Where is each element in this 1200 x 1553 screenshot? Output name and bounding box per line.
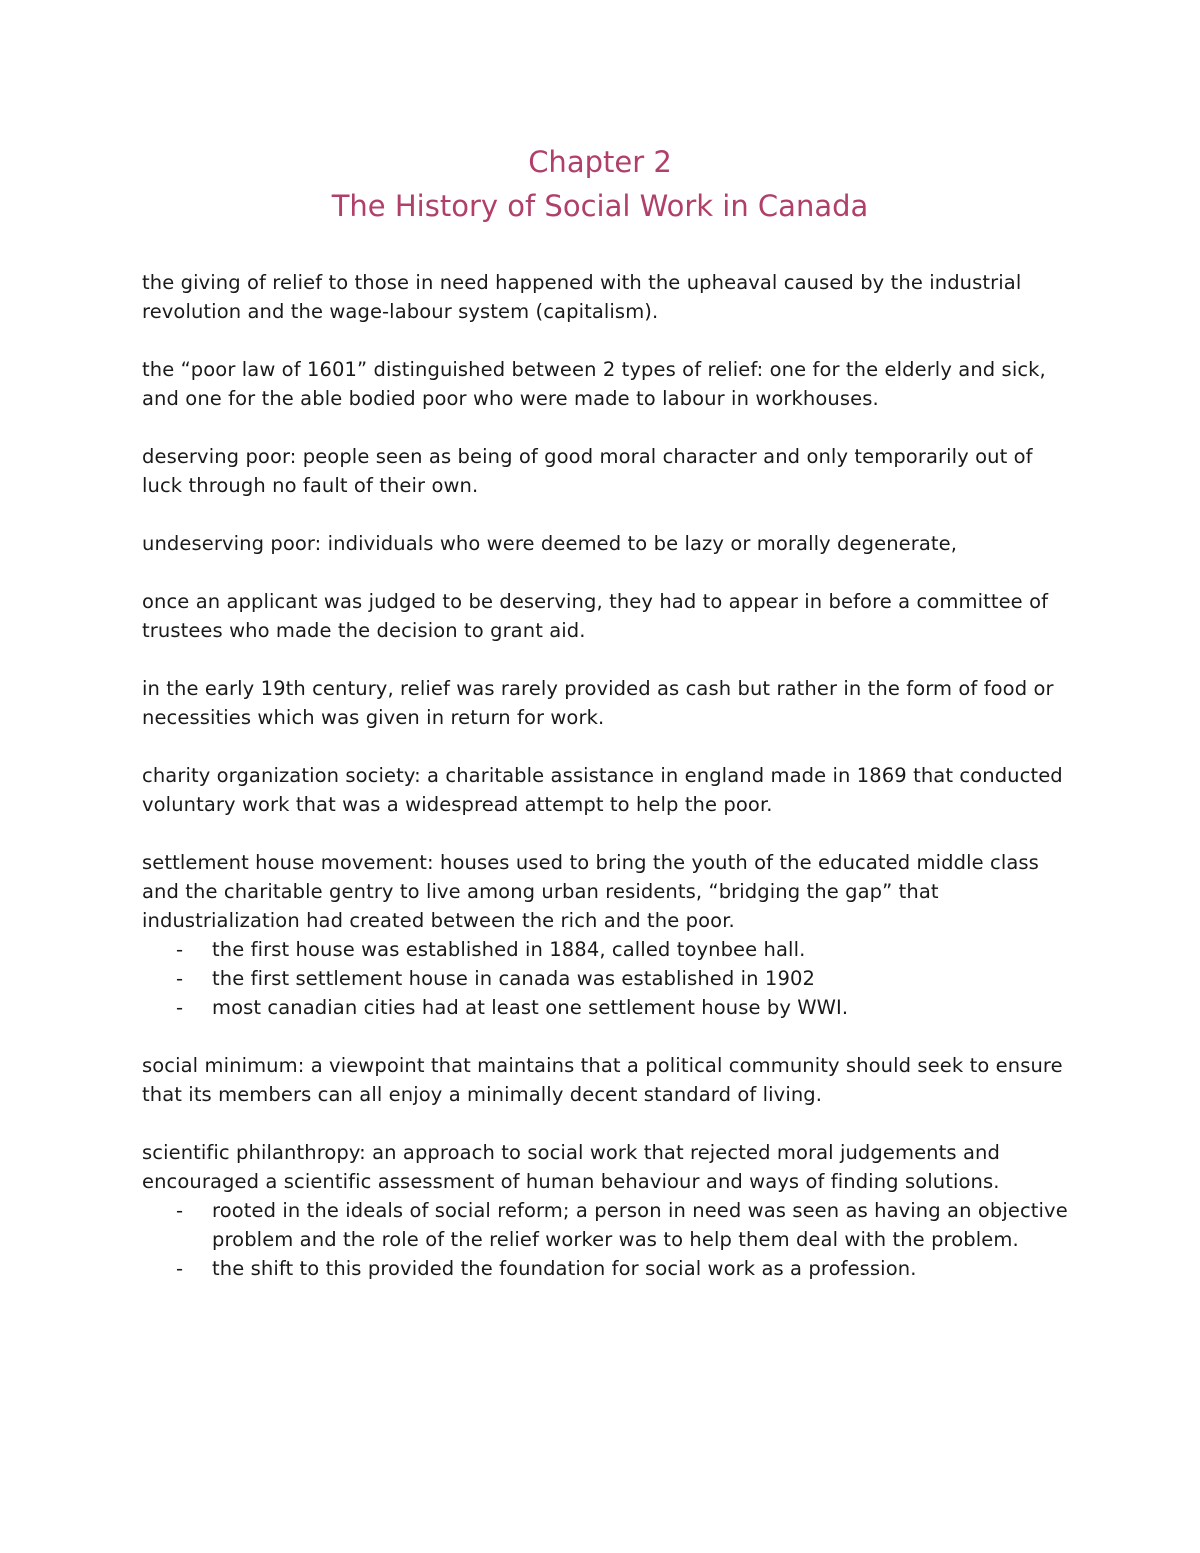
list-item-text: the shift to this provided the foundation for social work as a profession.	[212, 1257, 917, 1280]
bullet-dash: -	[176, 996, 184, 1019]
paragraph-deserving-poor: deserving poor: people seen as being of good moral character and only temporarily out of luck through no fault of their own.	[142, 445, 1033, 497]
chapter-title: The History of Social Work in Canada	[331, 189, 869, 223]
list-item-text: the first house was established in 1884, called toynbee hall.	[212, 938, 806, 961]
paragraph-social-minimum: social minimum: a viewpoint that maintains that a political community should seek to ensure that its members can all enjoy a minimally decent standard of living.	[142, 1054, 1063, 1106]
scientific-bullet-list	[142, 1196, 1072, 1283]
paragraph-undeserving-poor: undeserving poor: individuals who were deemed to be lazy or morally degenerate,	[142, 532, 958, 555]
paragraph-early-19th-century: in the early 19th century, relief was rarely provided as cash but rather in the form of food or necessities which was given in return for work.	[142, 677, 1054, 729]
list-item	[142, 993, 1072, 1022]
list-item-text: the first settlement house in canada was established in 1902	[212, 967, 815, 990]
list-item-text: most canadian cities had at least one settlement house by WWI.	[212, 996, 849, 1019]
list-item	[142, 1254, 1072, 1283]
list-item	[142, 1196, 1072, 1254]
bullet-dash: -	[176, 1257, 184, 1280]
paragraph-settlement-house: settlement house movement: houses used to bring the youth of the educated middle class and the charitable gentry to live among urban residents, “bridging the gap” that industrialization had created between the rich and the poor.	[142, 851, 1039, 932]
paragraph-charity-organization: charity organization society: a charitable assistance in england made in 1869 that conducted voluntary work that was a widespread attempt to help the poor.	[142, 764, 1063, 816]
paragraph-applicant: once an applicant was judged to be deserving, they had to appear in before a committee of trustees who made the decision to grant aid.	[142, 590, 1049, 642]
bullet-dash: -	[176, 967, 184, 990]
document-body	[142, 268, 1072, 1312]
settlement-bullet-list	[142, 935, 1072, 1022]
list-item	[142, 964, 1072, 993]
list-item	[142, 935, 1072, 964]
bullet-dash: -	[176, 938, 184, 961]
chapter-heading	[0, 140, 1200, 228]
chapter-number: Chapter 2	[528, 145, 672, 179]
list-item-text: rooted in the ideals of social reform; a person in need was seen as having an objective problem and the role of the relief worker was to help them deal with the problem.	[212, 1199, 1068, 1251]
paragraph-scientific-philanthropy: scientific philanthropy: an approach to social work that rejected moral judgements and encouraged a scientific assessment of human behaviour and ways of finding solutions.	[142, 1141, 1000, 1193]
paragraph-relief-origins: the giving of relief to those in need happened with the upheaval caused by the industrial revolution and the wage-labour system (capitalism).	[142, 271, 1022, 323]
paragraph-poor-law: the “poor law of 1601” distinguished between 2 types of relief: one for the elderly and sick, and one for the able bodied poor who were made to labour in workhouses.	[142, 358, 1046, 410]
bullet-dash: -	[176, 1199, 184, 1222]
